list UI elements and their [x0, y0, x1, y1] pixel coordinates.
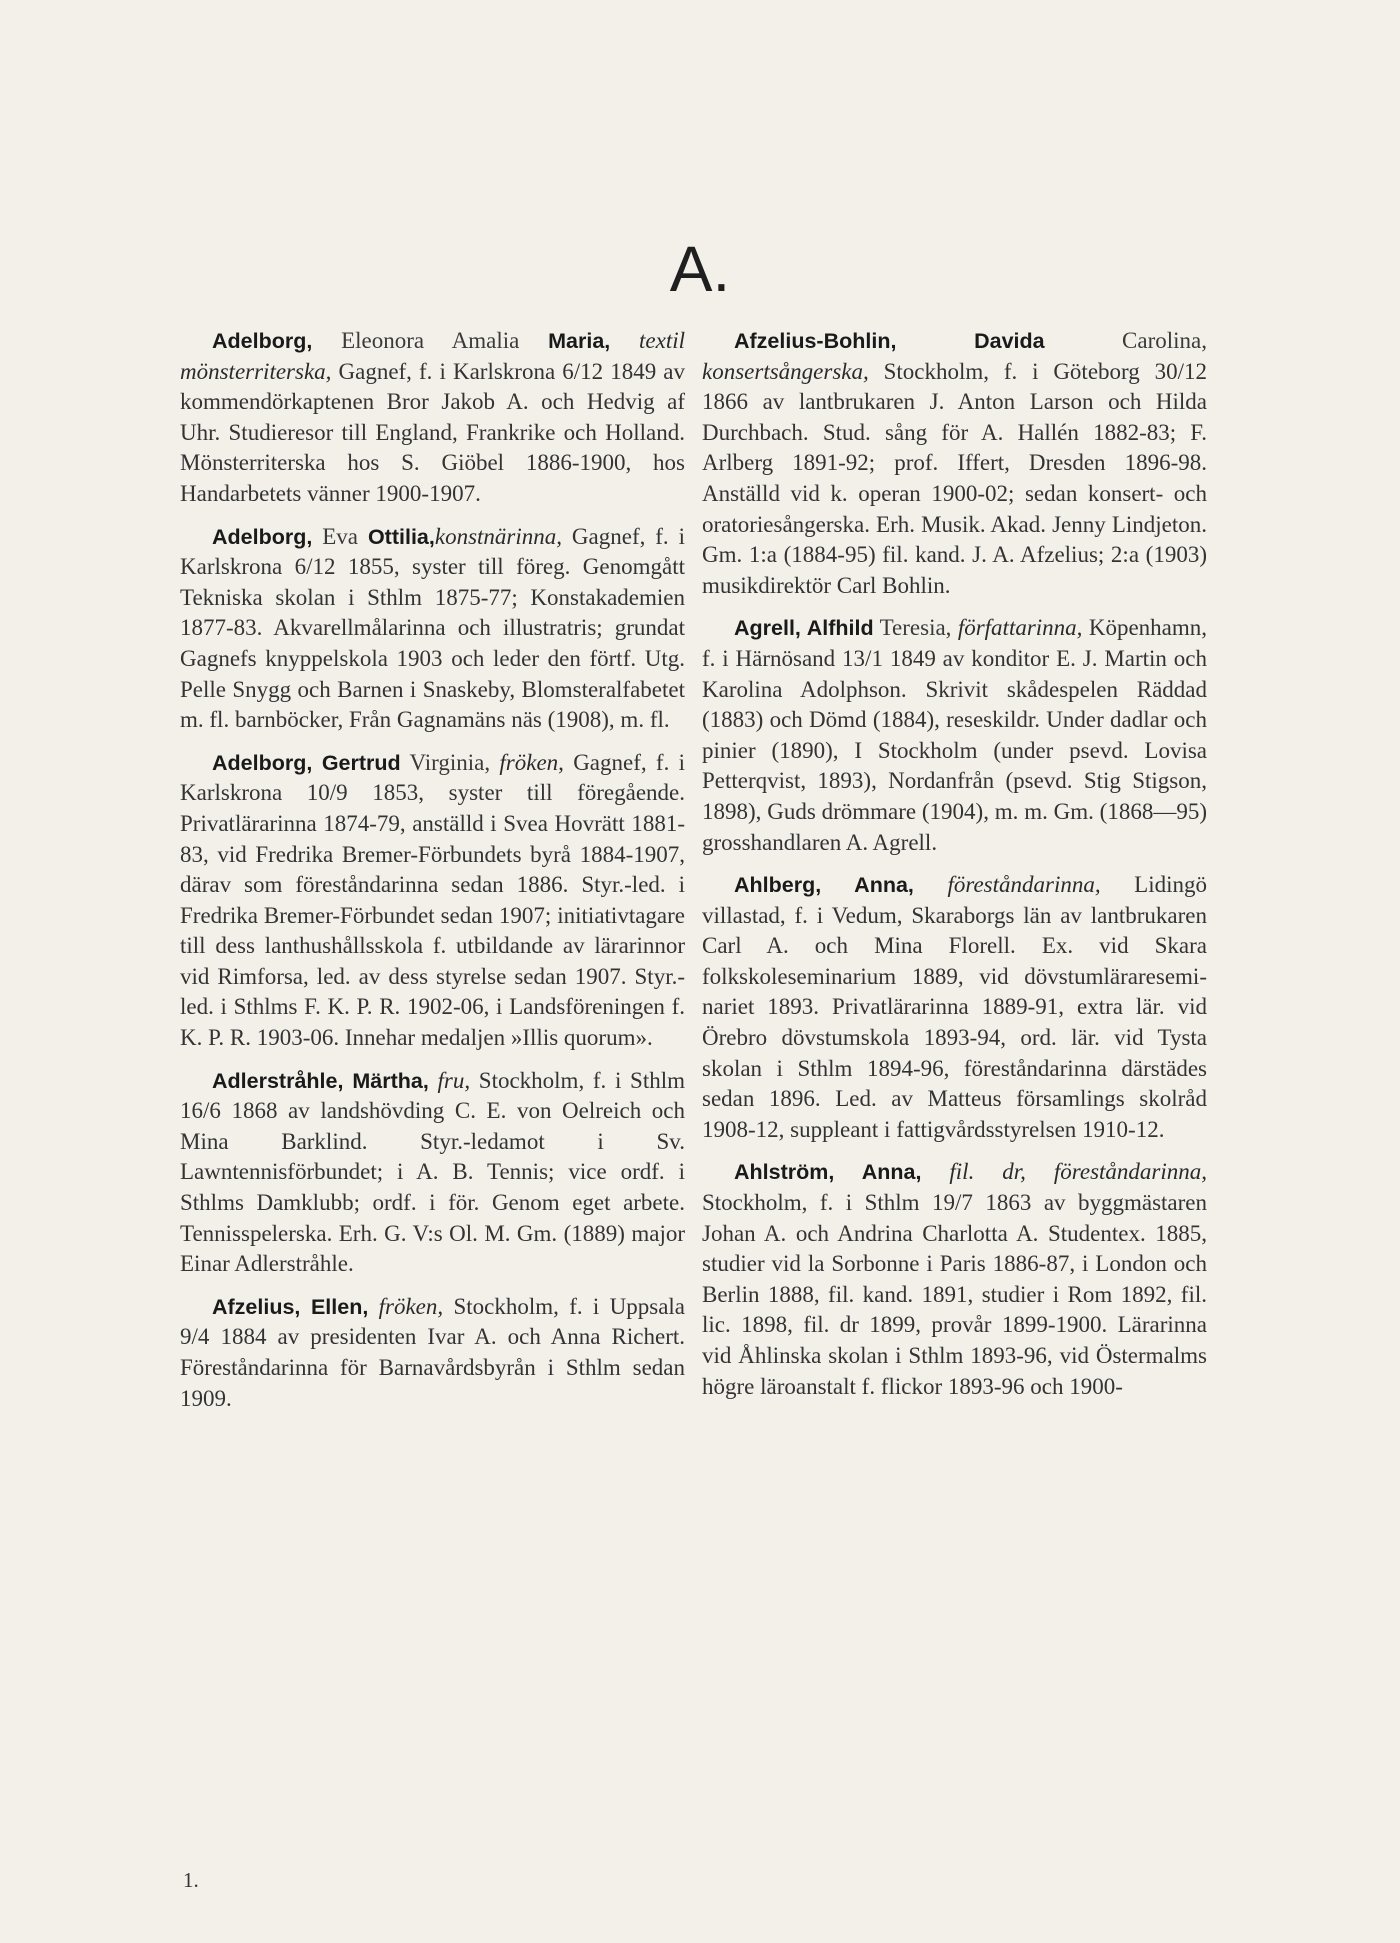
- entry-name: Agrell, Alfhild: [734, 616, 874, 641]
- entry-text: Köpenhamn, f. i Härnösand 13/1 1849 av konditor E. J. Martin och Karolina Adolphson. Skrivit skådespelen Räddad (1883) och Dömd (1884), reseskildr. Under dadlar och pinier (1890), I Stockholm (under psevd. Lovisa Petterqvist, 1893), Nordanfrån (psevd. Stig Stigson, 1898), Guds drömmare (1904), m. m. Gm. (1868—95) grosshandlaren A. Agrell.: [702, 615, 1208, 855]
- entry-text: Gagnef, f. i Karlskrona 6/12 1849 av kommendörkaptenen Bror Jakob A. och Hedvig af Uhr. Studieresor till England, Frankrike och Holland. Mönsterriterska hos S. Giöbel 1886-1900, hos Handarbetets vänner 1900-1907.: [180, 358, 685, 506]
- entry-given-names: [429, 1068, 438, 1093]
- entry-occupation: fröken,: [378, 1293, 444, 1319]
- entry-text: Stockholm, f. i Sthlm 16/6 1868 av landshövding C. E. von Oelreich och Mina Barklind. Styr.-ledamot i Sv. Lawntennisförbundet; i A. B. Tennis; vice ordf. i Sthlms Damklubb; ordf. i för. Genom eget arbete. Tennisspelerska. Erh. G. V:s Ol. M. Gm. (1889) major Einar Adlerstråhle.: [180, 1067, 686, 1277]
- entry-name: Adelborg,: [212, 524, 313, 549]
- page-number: 1.: [183, 1868, 199, 1892]
- entry-name: Ahlberg, Anna,: [734, 873, 914, 898]
- entry-agrell-alfhild: [702, 613, 1207, 858]
- entry-text: Gagnef, f. i Karlskrona 10/9 1853, syster till föregående. Privatlärarinna 1874-79, anställd i Svea Hovrätt 1881-83, vid Fredrika Bremer-Förbundets byrå 1884-1907, därav som föreståndarinna sedan 1886. Styr.-led. i Fredrika Bremer-Förbundet sedan 1907; initiativtagare till dess lanthushållsskola f. utbildande av lärarinnor vid Rimforsa, led. av dess styrelse sedan 1907. Styr.-led. i Sthlms F. K. P. R. 1902-06, i Landsföreningen f. K. P. R. 1903-06. Innehar medaljen »Illis quorum».: [180, 749, 685, 1051]
- entry-ahlstrom-anna: [702, 1157, 1207, 1402]
- entry-name: Ahlström, Anna,: [734, 1160, 922, 1185]
- entry-given-names: [921, 1159, 949, 1184]
- right-column: [702, 326, 1207, 1414]
- entry-afzelius-ellen: [180, 1292, 685, 1414]
- entry-name-part: Ottilia,: [367, 524, 435, 549]
- entry-adelborg-gertrud: [180, 748, 685, 1054]
- entry-name: Afzelius-Bohlin, Davida: [734, 329, 1045, 353]
- entry-occupation: textil mönsterriterska,: [180, 328, 686, 384]
- entry-occupation: konstnärinna,: [434, 523, 562, 549]
- entry-adelborg-eva: [180, 522, 685, 736]
- entry-name: Adelborg,: [212, 329, 313, 353]
- entry-text: Gagnef, f. i Karlskrona 6/12 1855, syster till föreg. Genomgått Tekniska skolan i Sthlm 1875-77; Konstakademien 1877-83. Akvarellmålarinna och illustratris; grundat Gagnefs knyppelskola 1903 och leder den förtf. Utg. Pelle Snygg och Barnen i Snaskeby, Blomsteralfabetet m. fl. barnböcker, Från Gagnamäns näs (1908), m. fl.: [180, 523, 685, 733]
- entry-occupation: konsertsångerska,: [702, 358, 869, 384]
- entry-given-names: Teresia,: [873, 615, 958, 641]
- entry-text: Stockholm, f. i Uppsala 9/4 1884 av presidenten Ivar A. och Anna Richert. Föreståndarinna för Barnavårdsbyrån i Sthlm sedan 1909.: [180, 1293, 685, 1411]
- entry-given-names: Virginia,: [400, 749, 500, 775]
- entry-occupation: föreståndarinna,: [947, 872, 1101, 898]
- entry-text: Stockholm, f. i Sthlm 19/7 1863 av byggmästaren Johan A. och Andrina Charlotta A. Studentex. 1885, studier vid la Sorbonne i Paris 1886-87, i London och Berlin 1888, fil. kand. 1891, studier i Rom 1892, fil. lic. 1898, fil. dr 1899, provår 1899-1900. Lärarinna vid Åhlinska skolan i Sthlm 1893-96, vid Östermalms högre läroanstalt f. flickor 1893-96 och 1900-: [702, 1190, 1207, 1399]
- entry-given-names: [368, 1294, 378, 1319]
- left-column: [180, 326, 685, 1426]
- entry-ahlberg-anna: [702, 870, 1207, 1145]
- entry-occupation: författarinna,: [957, 615, 1083, 641]
- entry-name: Adlerstråhle, Märtha,: [212, 1068, 429, 1093]
- entry-text: Lidingö villastad, f. i Vedum, Skaraborgs län av lantbrukaren Carl A. och Mina Florell. Ex. vid Skara folkskoleseminarium 1889, vid dövstumlärareseminariet 1893. Privatlärarinna 1889-91, extra lär. vid Örebro dövstumskola 1893-94, ord. lär. vid Tysta skolan i Sthlm 1894-96, föreståndarinna därstädes sedan 1896. Led. av Matteus församlings skolråd 1908-12, suppleant i fattigvårdsstyrelsen 1910-12.: [702, 872, 1207, 1142]
- entry-occupation: fil. dr, föreståndarinna,: [949, 1159, 1208, 1185]
- entry-adelborg-eleonora: [180, 326, 685, 510]
- entry-name: Afzelius, Ellen,: [212, 1294, 369, 1319]
- entry-afzelius-bohlin-davida: [702, 326, 1207, 601]
- entry-occupation: fru,: [437, 1067, 471, 1093]
- entry-given-names: Eleonora Amalia: [312, 328, 549, 353]
- entry-given-names: [914, 872, 948, 897]
- entry-name-part: Maria,: [548, 329, 611, 353]
- entry-given-names: Carolina,: [1044, 328, 1207, 353]
- section-letter-heading: A.: [669, 233, 731, 305]
- entry-adlerstrahle-martha: [180, 1066, 685, 1280]
- entry-name: Adelborg, Gertrud: [212, 750, 401, 775]
- entry-given-names: Eva: [312, 523, 368, 549]
- entry-text: Stockholm, f. i Göteborg 30/12 1866 av lantbrukaren J. Anton Larson och Hilda Durchbach. Stud. sång för A. Hallén 1882-83; F. Arlberg 1891-92; prof. Iffert, Dresden 1896-98. Anställd vid k. operan 1900-02; sedan konsert- och oratoriesångerska. Erh. Musik. Akad. Jenny Lindjeton. Gm. 1:a (1884-95) fil. kand. J. A. Afzelius; 2:a (1903) musikdirektör Carl Bohlin.: [702, 358, 1207, 598]
- entry-occupation: fröken,: [499, 749, 564, 775]
